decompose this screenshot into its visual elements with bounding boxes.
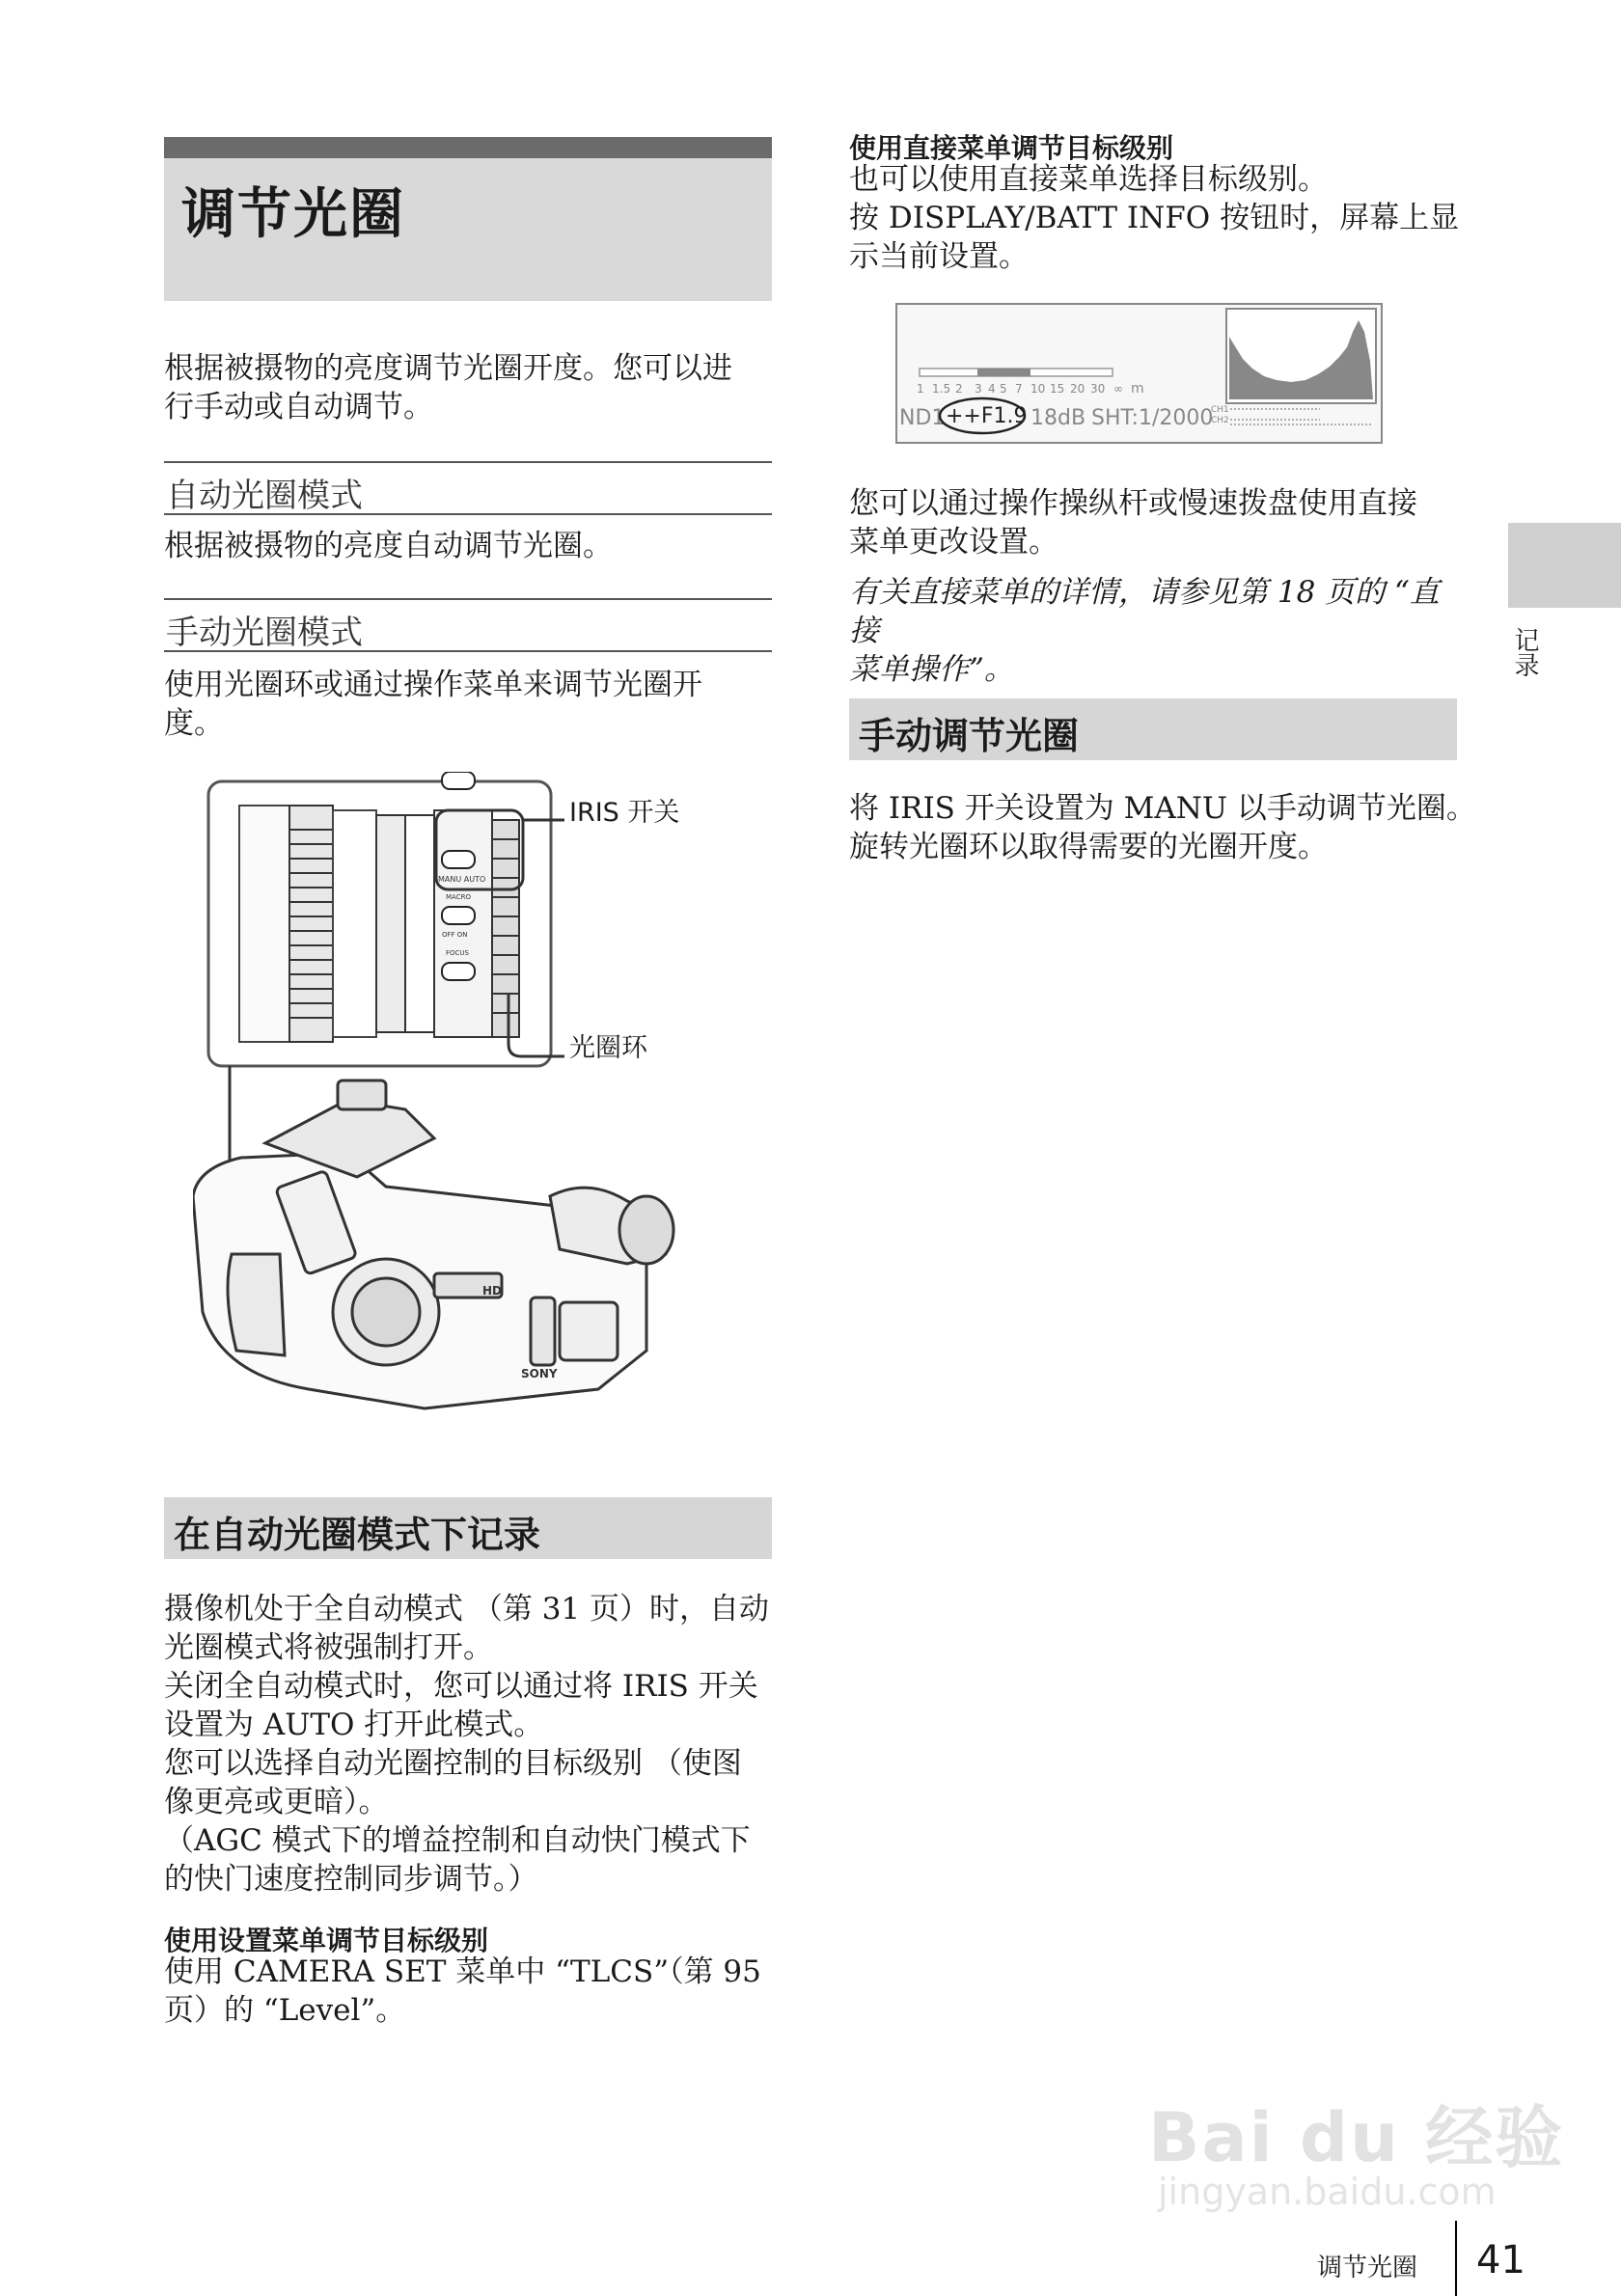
scale-tick: 20 xyxy=(1070,382,1085,396)
scale-tick: 7 xyxy=(1015,382,1023,396)
footer-title: 调节光圈 xyxy=(1317,2254,1418,2282)
auto-record-heading xyxy=(164,1497,772,1559)
chapter-title-bar xyxy=(164,137,772,158)
manual-adjust-line: 将 IRIS 开关设置为 MANU 以手动调节光圈。 xyxy=(849,791,1476,826)
scale-tick: 1.5 xyxy=(932,382,951,396)
auto-record-line: 设置为 AUTO 打开此模式。 xyxy=(164,1708,544,1742)
direct-menu-line: 示当前设置。 xyxy=(849,239,1029,274)
scale-tick: 4 xyxy=(988,382,996,396)
macro-switch xyxy=(442,907,475,924)
manual-adjust-title: 手动调节光圈 xyxy=(859,715,1080,757)
chapter-title-block xyxy=(164,137,772,301)
auto-record-line: 的快门速度控制同步调节。） xyxy=(164,1862,538,1897)
direct-menu-after-line: 您可以通过操作操纵杆或慢速拨盘使用直接 xyxy=(849,486,1417,521)
auto-mode-heading xyxy=(164,461,772,515)
manual-adjust-heading xyxy=(849,698,1457,760)
auto-record-line: （AGC 模式下的增益控制和自动快门模式下 xyxy=(164,1823,751,1858)
manual-mode-line: 度。 xyxy=(164,706,224,741)
brand-text: SONY xyxy=(521,1367,558,1380)
iris-value: ++F1.9 xyxy=(946,404,1028,428)
setup-menu-text xyxy=(164,1953,782,2030)
scale-tick: m xyxy=(1131,381,1144,396)
scale-tick: 1 xyxy=(917,382,924,396)
iris-switch xyxy=(442,772,475,789)
direct-menu-line: 也可以使用直接菜单选择目标级别。 xyxy=(849,162,1328,197)
direct-menu-line: 按 DISPLAY/BATT INFO 按钮时，屏幕上显 xyxy=(849,201,1460,235)
manual-mode-text xyxy=(164,666,782,743)
auto-record-line: 关闭全自动模式时，您可以通过将 IRIS 开关 xyxy=(164,1669,758,1704)
auto-mode-title: 自动光圈模式 xyxy=(166,477,363,515)
iris-switch-label: IRIS 开关 xyxy=(569,798,680,828)
iris-ring-label: 光圈环 xyxy=(569,1033,647,1063)
shutter-value: SHT:1/2000 xyxy=(1091,406,1214,430)
scale-tick: ∞ xyxy=(1113,382,1123,396)
setup-menu-line: 页）的 “Level”。 xyxy=(164,1993,406,2028)
macro-text: MACRO xyxy=(446,893,471,901)
direct-menu-note-line: 菜单操作”。 xyxy=(849,652,1014,687)
scale-tick: 5 xyxy=(1000,382,1007,396)
direct-menu-note-line: 有关直接菜单的详情，请参见第 18 页的 “直接 xyxy=(849,575,1440,648)
scale-tick: 10 xyxy=(1030,382,1046,396)
nd-value: ND1 xyxy=(899,406,946,430)
gain-value: 18dB xyxy=(1030,406,1086,430)
intro-line: 行手动或自动调节。 xyxy=(164,390,433,424)
scale-tick: 3 xyxy=(975,382,982,396)
auto-record-text xyxy=(164,1590,782,1899)
lens-closeup xyxy=(239,772,519,1042)
direct-menu-text xyxy=(849,160,1467,276)
scale-tick: 30 xyxy=(1090,382,1106,396)
focus-switch xyxy=(442,963,475,980)
hd-text: HD xyxy=(482,1284,503,1298)
camcorder-body xyxy=(193,1080,673,1408)
manual-mode-line: 使用光圈环或通过操作菜单来调节光圈开 xyxy=(164,668,702,702)
manu-auto-text: MANU AUTO xyxy=(438,875,486,884)
setup-menu-heading: 使用设置菜单调节目标级别 xyxy=(164,1925,489,1956)
side-tab xyxy=(1508,523,1621,608)
footer-rule xyxy=(1455,2221,1457,2296)
scale-tick: 15 xyxy=(1050,382,1065,396)
auto-record-line: 摄像机处于全自动模式 （第 31 页）时，自动 xyxy=(164,1592,770,1626)
camera-figure xyxy=(193,772,791,1447)
off-on-text: OFF ON xyxy=(442,931,468,939)
ch1-label: CH1 xyxy=(1211,405,1229,415)
intro-line: 根据被摄物的亮度调节光圈开度。您可以进 xyxy=(164,351,732,386)
viewfinder-display xyxy=(895,303,1383,444)
chapter-title: 调节光圈 xyxy=(181,183,405,246)
auto-record-line: 像更亮或更暗）。 xyxy=(164,1785,389,1819)
manual-mode-heading xyxy=(164,598,772,652)
manual-adjust-line: 旋转光圈环以取得需要的光圈开度。 xyxy=(849,830,1328,864)
focus-text: FOCUS xyxy=(446,949,469,957)
setup-menu-line: 使用 CAMERA SET 菜单中 “TLCS”（第 95 xyxy=(164,1954,761,1989)
ch2-label: CH2 xyxy=(1211,416,1229,425)
side-tab-label: 记录 xyxy=(1510,627,1539,677)
manual-mode-title: 手动光圈模式 xyxy=(166,614,363,652)
direct-menu-note xyxy=(849,573,1467,689)
auto-mode-text: 根据被摄物的亮度自动调节光圈。 xyxy=(164,529,613,563)
direct-menu-after-line: 菜单更改设置。 xyxy=(849,525,1058,560)
scale-tick: 2 xyxy=(955,382,963,396)
auto-record-title: 在自动光圈模式下记录 xyxy=(174,1514,541,1556)
page-number: 41 xyxy=(1476,2238,1525,2282)
focus-bar-fill xyxy=(977,369,1030,376)
direct-menu-after-text xyxy=(849,484,1467,561)
auto-record-line: 您可以选择自动光圈控制的目标级别 （使图 xyxy=(164,1746,742,1781)
watermark-brand: Bai du 经验 xyxy=(1148,2098,1565,2177)
intro-paragraph xyxy=(164,349,782,426)
auto-record-line: 光圈模式将被强制打开。 xyxy=(164,1630,493,1665)
direct-menu-heading: 使用直接菜单调节目标级别 xyxy=(849,132,1174,164)
manual-adjust-text xyxy=(849,789,1476,866)
watermark-url: jingyan.baidu.com xyxy=(1158,2171,1497,2213)
